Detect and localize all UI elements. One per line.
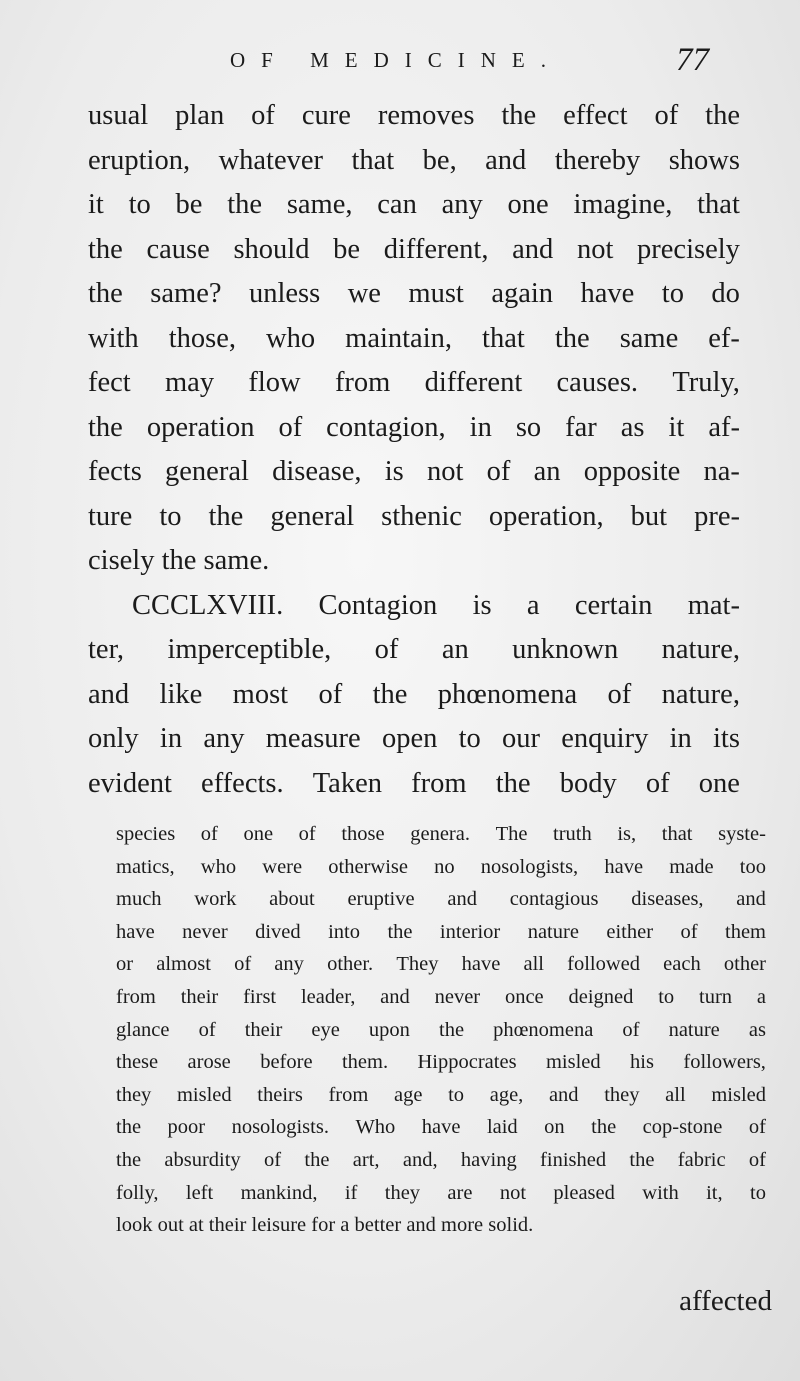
text-line: usual plan of cure removes the effect of the bbox=[88, 100, 740, 131]
footnote-line: the poor nosologists. Who have laid on the cop-stone of bbox=[116, 1116, 766, 1139]
footnote-line: have never dived into the interior nature either of them bbox=[116, 920, 766, 943]
text-line: only in any measure open to our enquiry in its bbox=[88, 723, 740, 754]
text-line: ter, imperceptible, of an unknown nature, bbox=[88, 634, 740, 665]
text-line: with those, who maintain, that the same ef- bbox=[88, 322, 740, 354]
text-line: fect may flow from different causes. Truly, bbox=[88, 367, 740, 398]
footnote-line: these arose before them. Hippocrates misled his followers, bbox=[116, 1051, 766, 1074]
text-line: fects general disease, is not of an opposite na- bbox=[88, 456, 740, 487]
footnote-line: the absurdity of the art, and, having finished the fabric of bbox=[116, 1148, 766, 1171]
text-line: the same? unless we must again have to do bbox=[88, 278, 740, 309]
text-line: evident effects. Taken from the body of one bbox=[88, 767, 740, 799]
section-heading-line: CCCLXVIII. Contagion is a certain mat- bbox=[132, 589, 740, 621]
footnote-line: from their first leader, and never once deigned to turn a bbox=[116, 985, 766, 1008]
main-text bbox=[88, 94, 740, 806]
text-line: and like most of the phœnomena of nature, bbox=[88, 678, 740, 710]
catchword: affected bbox=[679, 1285, 772, 1317]
text-line: ture to the general sthenic operation, but pre- bbox=[88, 500, 740, 532]
footnote-line: glance of their eye upon the phœnomena of nature as bbox=[116, 1018, 766, 1041]
footnote-line: species of one of those genera. The truth is, that syste- bbox=[116, 823, 766, 845]
footnote bbox=[116, 818, 766, 1242]
footnote-line: they misled theirs from age to age, and they all misled bbox=[116, 1083, 766, 1106]
footnote-line: much work about eruptive and contagious diseases, and bbox=[116, 888, 766, 911]
text-line: cisely the same. bbox=[88, 545, 270, 576]
footnote-line: matics, who were otherwise no nosologists, have made too bbox=[116, 855, 766, 878]
footnote-line: folly, left mankind, if they are not pleased with it, to bbox=[116, 1181, 766, 1204]
text-line: it to be the same, can any one imagine, that bbox=[88, 189, 740, 220]
footnote-line: look out at their leisure for a better and more solid. bbox=[116, 1214, 534, 1237]
text-line: eruption, whatever that be, and thereby shows bbox=[88, 144, 740, 176]
footnote-line: or almost of any other. They have all followed each other bbox=[116, 953, 766, 976]
text-line: the cause should be different, and not precisely bbox=[88, 233, 740, 265]
running-head bbox=[0, 40, 800, 80]
text-line: the operation of contagion, in so far as it af- bbox=[88, 411, 740, 443]
running-title: OF MEDICINE. bbox=[230, 48, 562, 72]
page-number: 77 bbox=[676, 42, 709, 78]
